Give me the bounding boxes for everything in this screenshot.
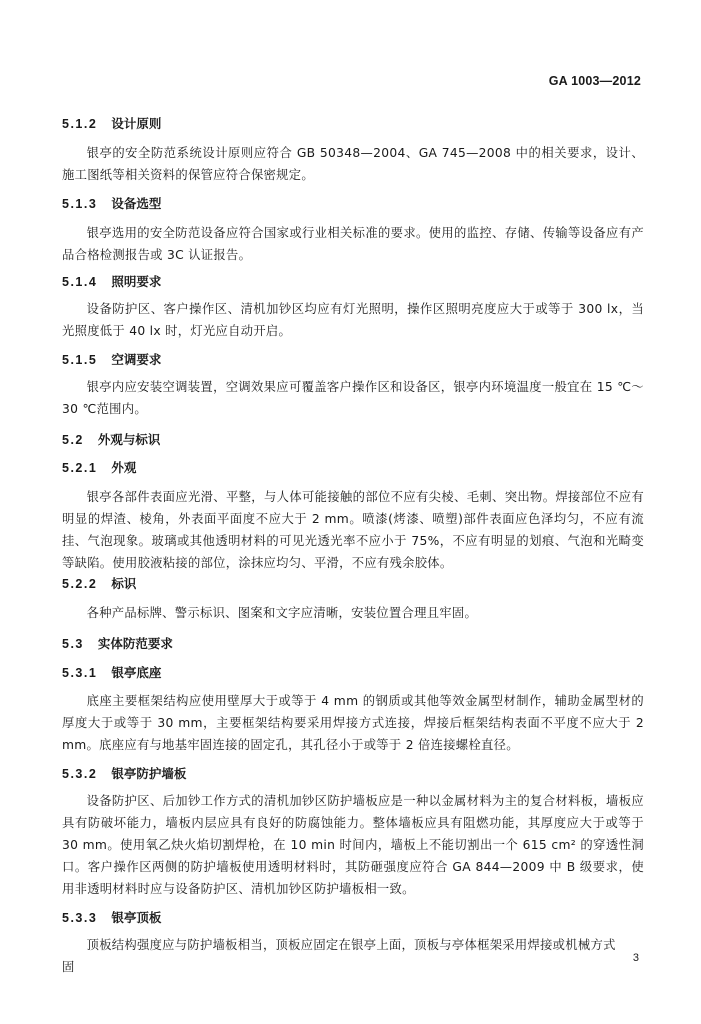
section-text-5-1-3: 银亭选用的安全防范设备应符合国家或行业相关标准的要求。使用的监控、存储、传输等设备应有产品合格检测报告或 3C 认证报告。: [62, 226, 644, 262]
section-text-5-3-2: 设备防护区、后加钞工作方式的清机加钞区防护墙板应是一种以金属材料为主的复合材料板，墙板应具有防破坏能力，墙板内层应具有良好的防腐蚀能力。整体墙板应具有阻燃功能，其厚度应大于或等于 30 mm。使用氧乙炔火焰切割焊枪，在 10 min 时间内，墙板上不能切割出一个 615 cm² 的穿透性洞口。客户操作区两侧的防护墙板使用透明材料时，其防砸强度应符合 GA 844—2009 中 B 级要求，使用非透明材料时应与设备防护区、清机加钞区防护墙板相一致。: [62, 794, 644, 896]
section-heading-5-1-5: 5.1.5 空调要求: [62, 352, 162, 367]
section-heading-5-1-4: 5.1.4 照明要求: [62, 274, 162, 289]
section-heading-5-1-3: 5.1.3 设备选型: [62, 196, 162, 211]
section-text-5-3-3: 顶板结构强度应与防护墙板相当，顶板应固定在银亭上面，顶板与亭体框架采用焊接或机械方式固: [62, 938, 616, 974]
section-heading-5-3-2: 5.3.2 银亭防护墙板: [62, 766, 187, 781]
standard-code: GA 1003—2012: [548, 74, 641, 88]
section-heading-5-1-2: 5.1.2 设计原则: [62, 116, 162, 131]
section-text-5-2-2: 各种产品标牌、警示标识、图案和文字应清晰，安装位置合理且牢固。: [86, 606, 478, 620]
section-heading-5-2-2: 5.2.2 标识: [62, 576, 137, 591]
section-heading-5-3: 5.3 实体防范要求: [62, 636, 173, 651]
section-text-5-3-1: 底座主要框架结构应使用壁厚大于或等于 4 mm 的钢质或其他等效金属型材制作，辅助金属型材的厚度大于或等于 30 mm，主要框架结构要采用焊接方式连接，焊接后框架结构表面不平度不应大于 2 mm。底座应有与地基牢固连接的固定孔，其孔径小于或等于 2 倍连接螺栓直径。: [62, 694, 644, 752]
section-text-5-1-2: 银亭的安全防范系统设计原则应符合 GB 50348—2004、GA 745—2008 中的相关要求，设计、施工图纸等相关资料的保管应符合保密规定。: [62, 146, 644, 182]
section-heading-5-3-3: 5.3.3 银亭顶板: [62, 910, 162, 925]
section-text-5-1-5: 银亭内应安装空调装置，空调效果应可覆盖客户操作区和设备区，银亭内环境温度一般宜在 15 ℃～30 ℃范围内。: [62, 380, 644, 416]
section-heading-5-2-1: 5.2.1 外观: [62, 460, 137, 475]
section-text-5-1-4: 设备防护区、客户操作区、清机加钞区均应有灯光照明，操作区照明亮度应大于或等于 300 lx，当光照度低于 40 lx 时，灯光应自动开启。: [62, 302, 644, 338]
page-number: 3: [632, 952, 639, 964]
section-text-5-2-1: 银亭各部件表面应光滑、平整，与人体可能接触的部位不应有尖棱、毛刺、突出物。焊接部位不应有明显的焊渣、棱角，外表面平面度不应大于 2 mm。喷漆(烤漆、喷塑)部件表面应色泽均匀，不应有流挂、气泡现象。玻璃或其他透明材料的可见光透光率不应小于 75%，不应有明显的划痕、气泡和光畸变等缺陷。使用胶液粘接的部位，涂抹应均匀、平滑，不应有残余胶体。: [62, 490, 644, 570]
section-heading-5-2: 5.2 外观与标识: [62, 432, 161, 447]
section-heading-5-3-1: 5.3.1 银亭底座: [62, 665, 162, 680]
